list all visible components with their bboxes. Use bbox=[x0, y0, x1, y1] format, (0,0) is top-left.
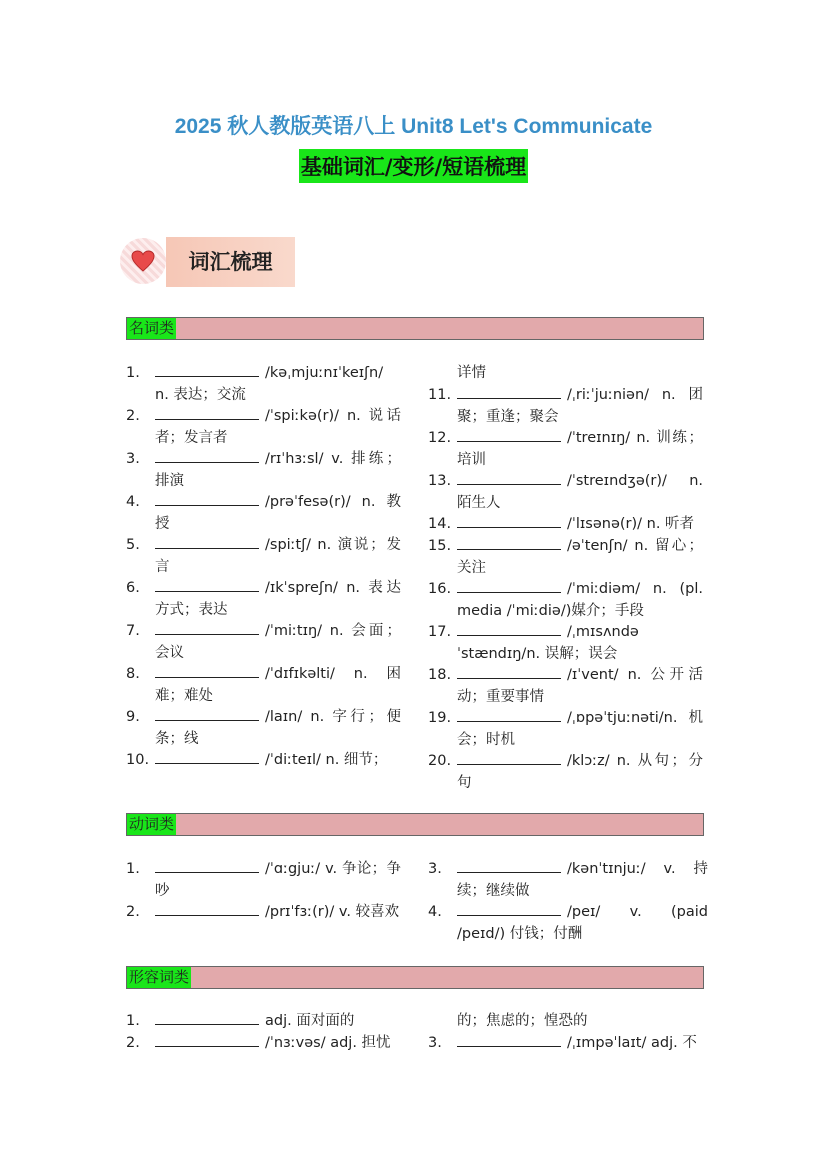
item-number: 8. bbox=[126, 666, 140, 682]
item-number: 3. bbox=[428, 1035, 442, 1051]
item-number: 2. bbox=[126, 904, 140, 920]
item-number: 1. bbox=[126, 1013, 140, 1029]
item-text: /spiːtʃ/ n. 演说；发言 bbox=[155, 537, 401, 575]
item-text: /ˈspiːkə(r)/ n. 说话者；发言者 bbox=[155, 408, 401, 446]
item-number: 7. bbox=[126, 623, 140, 639]
answer-blank[interactable] bbox=[155, 405, 259, 420]
item-number: 17. bbox=[428, 624, 452, 640]
item-number: 3. bbox=[126, 451, 140, 467]
section-header-adjectives bbox=[126, 966, 704, 989]
answer-blank[interactable] bbox=[155, 663, 259, 678]
subtitle-wrap bbox=[0, 149, 827, 183]
answer-blank[interactable] bbox=[457, 901, 561, 916]
answer-blank[interactable] bbox=[155, 491, 259, 506]
item-number: 1. bbox=[126, 365, 140, 381]
item-number: 1. bbox=[126, 861, 140, 877]
answer-blank[interactable] bbox=[457, 513, 561, 528]
item-text: /ɪkˈspreʃn/ n. 表达方式；表达 bbox=[155, 580, 401, 618]
item-text: /ˈdɪfɪkəlti/ n. 困难；难处 bbox=[155, 666, 401, 704]
answer-blank[interactable] bbox=[457, 707, 561, 722]
answer-blank[interactable] bbox=[155, 749, 259, 764]
list-item bbox=[126, 1010, 401, 1032]
answer-blank[interactable] bbox=[155, 362, 259, 377]
list-item bbox=[126, 577, 401, 620]
answer-blank[interactable] bbox=[457, 621, 561, 636]
list-item bbox=[428, 513, 703, 535]
page-subtitle: 基础词汇/变形/短语梳理 bbox=[299, 149, 528, 183]
item-number: 4. bbox=[428, 904, 442, 920]
item-number: 18. bbox=[428, 667, 452, 683]
list-item bbox=[428, 384, 703, 427]
answer-blank[interactable] bbox=[155, 534, 259, 549]
item-text: /ˈɑːgjuː/ v. 争论；争吵 bbox=[155, 861, 401, 899]
list-item bbox=[428, 470, 703, 513]
answer-blank[interactable] bbox=[155, 620, 259, 635]
list-item bbox=[126, 706, 401, 749]
item-number: 15. bbox=[428, 538, 452, 554]
answer-blank[interactable] bbox=[155, 858, 259, 873]
item-text: /kənˈtɪnjuː/ v. 持续；继续做 bbox=[457, 861, 708, 899]
adjectives-left-column bbox=[126, 1010, 401, 1054]
item-number: 10. bbox=[126, 752, 150, 768]
list-item bbox=[126, 491, 401, 534]
answer-blank[interactable] bbox=[457, 427, 561, 442]
item-text: /ˌriːˈjuːniən/ n. 团聚；重逢；聚会 bbox=[457, 387, 703, 425]
nouns-right-column bbox=[428, 362, 703, 793]
list-item bbox=[428, 535, 703, 578]
item-number: 12. bbox=[428, 430, 452, 446]
answer-blank[interactable] bbox=[457, 384, 561, 399]
item-text: /ˌmɪsʌndəˈstændɪŋ/n. 误解；误会 bbox=[457, 624, 639, 662]
item-number: 16. bbox=[428, 581, 452, 597]
list-item bbox=[428, 750, 703, 793]
list-item bbox=[126, 362, 401, 405]
answer-blank[interactable] bbox=[155, 448, 259, 463]
item-number: 5. bbox=[126, 537, 140, 553]
item-text: /ˈlɪsənə(r)/ n. 听者 bbox=[567, 516, 695, 532]
item-text: /kəˌmjuːnɪˈkeɪʃn/ n. 表达；交流 bbox=[155, 365, 384, 403]
item-text: /ˌɪmpəˈlaɪt/ adj. 不 bbox=[567, 1035, 697, 1051]
answer-blank[interactable] bbox=[155, 577, 259, 592]
item-number: 13. bbox=[428, 473, 452, 489]
item-text: /laɪn/ n. 字行；便条；线 bbox=[155, 709, 401, 747]
section-header-nouns bbox=[126, 317, 704, 340]
item-text: /prəˈfesə(r)/ n. 教授 bbox=[155, 494, 401, 532]
item-number: 6. bbox=[126, 580, 140, 596]
list-item bbox=[428, 621, 703, 664]
answer-blank[interactable] bbox=[155, 706, 259, 721]
heart-icon bbox=[120, 238, 166, 284]
item-number: 3. bbox=[428, 861, 442, 877]
item-number: 20. bbox=[428, 753, 452, 769]
item-number: 19. bbox=[428, 710, 452, 726]
item-text: /ˈnɜːvəs/ adj. 担忧 bbox=[265, 1035, 391, 1051]
item-text: /ˈmiːtɪŋ/ n. 会面；会议 bbox=[155, 623, 401, 661]
list-item bbox=[428, 1032, 703, 1054]
item-text: /ɪˈvent/ n. 公开活动；重要事情 bbox=[457, 667, 703, 705]
section-label: 形容词类 bbox=[129, 968, 190, 986]
item-number: 9. bbox=[126, 709, 140, 725]
item-text: /ˌɒpəˈtjuːnəti/n. 机会；时机 bbox=[457, 710, 703, 748]
vocab-banner-label: 词汇梳理 bbox=[166, 237, 295, 287]
list-item bbox=[126, 1032, 401, 1054]
section-label: 动词类 bbox=[129, 815, 175, 833]
verbs-right-column bbox=[428, 858, 708, 944]
answer-blank[interactable] bbox=[155, 1032, 259, 1047]
section-header-verbs bbox=[126, 813, 704, 836]
item-text: /ˈdiːteɪl/ n. 细节； bbox=[265, 752, 388, 768]
answer-blank[interactable] bbox=[457, 578, 561, 593]
item-text: /ˈstreɪndʒə(r)/ n. 陌生人 bbox=[457, 473, 703, 511]
answer-blank[interactable] bbox=[457, 858, 561, 873]
item-text: /klɔːz/ n. 从句；分句 bbox=[457, 753, 703, 791]
item-text: /peɪ/ v. (paid /peɪd/) 付钱；付酬 bbox=[457, 904, 708, 942]
item-text: /prɪˈfɜː(r)/ v. 较喜欢 bbox=[265, 904, 400, 920]
answer-blank[interactable] bbox=[457, 664, 561, 679]
section-label: 名词类 bbox=[129, 319, 175, 337]
item-text: /rɪˈhɜːsl/ v. 排练；排演 bbox=[155, 451, 401, 489]
verbs-left-column bbox=[126, 858, 401, 944]
list-item bbox=[126, 534, 401, 577]
list-item bbox=[428, 901, 708, 944]
adjectives-right-column bbox=[428, 1010, 703, 1054]
item-number: 2. bbox=[126, 1035, 140, 1051]
item-text: /əˈtenʃn/ n. 留心；关注 bbox=[457, 538, 703, 576]
item-number: 2. bbox=[126, 408, 140, 424]
answer-blank[interactable] bbox=[457, 1032, 561, 1047]
answer-blank[interactable] bbox=[155, 901, 259, 916]
item-number: 14. bbox=[428, 516, 452, 532]
item-text: /ˈtreɪnɪŋ/ n. 训练；培训 bbox=[457, 430, 703, 468]
answer-blank[interactable] bbox=[457, 750, 561, 765]
list-item bbox=[126, 749, 401, 771]
list-item bbox=[126, 858, 401, 901]
item-text: adj. 面对面的 bbox=[265, 1013, 355, 1029]
list-item bbox=[126, 620, 401, 663]
list-item bbox=[428, 427, 703, 470]
list-item bbox=[126, 405, 401, 448]
list-item bbox=[428, 664, 703, 707]
list-item bbox=[428, 578, 703, 621]
list-item bbox=[126, 901, 401, 944]
page-title: 2025 秋人教版英语八上 Unit8 Let's Communicate bbox=[174, 115, 653, 138]
nouns-left-column bbox=[126, 362, 401, 771]
item-number: 11. bbox=[428, 387, 452, 403]
answer-blank[interactable] bbox=[155, 1010, 259, 1025]
list-item bbox=[428, 707, 703, 750]
answer-blank[interactable] bbox=[457, 470, 561, 485]
list-item bbox=[126, 663, 401, 706]
list-item bbox=[428, 858, 708, 901]
answer-blank[interactable] bbox=[457, 535, 561, 550]
continued-text: 的；焦虑的；惶恐的 bbox=[457, 1013, 588, 1029]
item-text: /ˈmiːdiəm/ n. (pl. media /ˈmiːdiə/)媒介；手段 bbox=[457, 581, 703, 619]
continued-text: 详情 bbox=[457, 365, 486, 381]
list-item bbox=[126, 448, 401, 491]
item-number: 4. bbox=[126, 494, 140, 510]
